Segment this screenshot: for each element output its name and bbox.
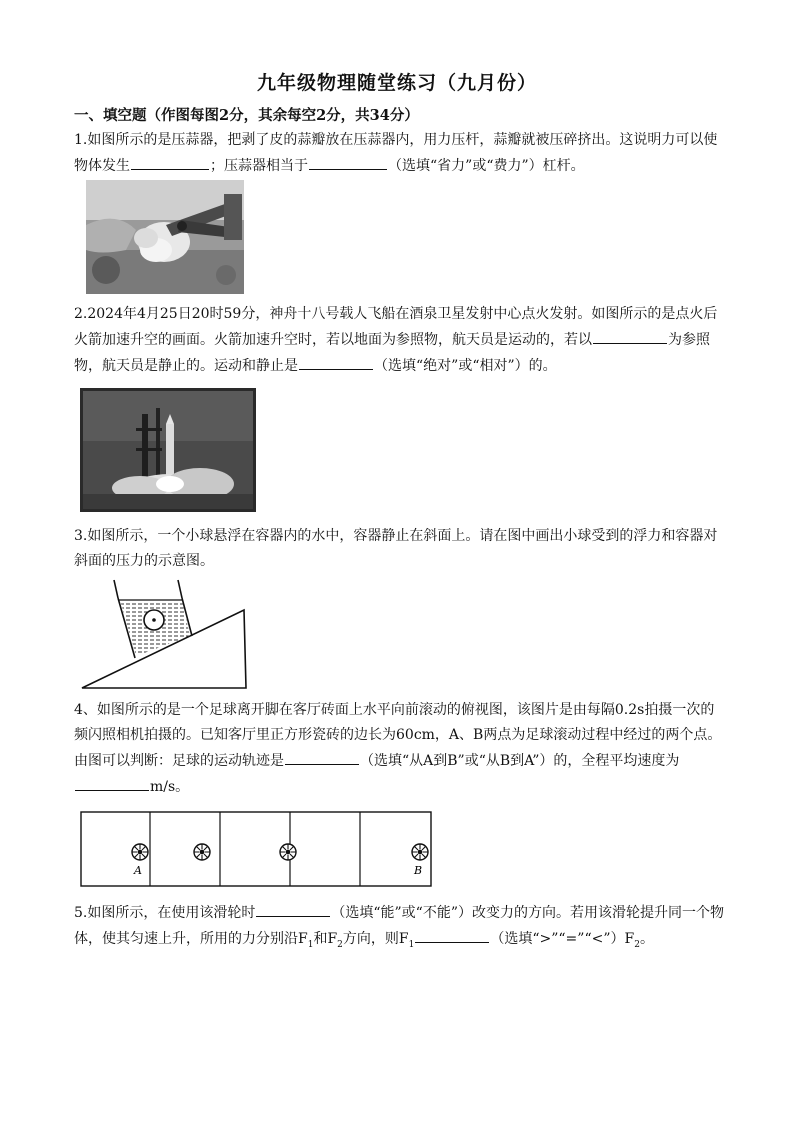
q5-sub-2: 2 — [337, 939, 343, 950]
q4-blank-2[interactable] — [75, 774, 149, 791]
q5-blank-2[interactable] — [415, 926, 489, 943]
q1-text-a: 1.如图所示的是压蒜器，把剥了皮的蒜瓣放在压蒜器内，用力压杆，蒜瓣就被压碎挤出。这说明力可以使物体发生 — [74, 132, 718, 174]
q2-text-b: 为参照物，航天员是静止的。运动和静止是 — [74, 332, 710, 374]
q4-text-a: 4、如图所示的是一个足球离开脚在客厅砖面上水平向前滚动的俯视图，该图片是由每隔0.2s拍摄一次的频闪照相机拍摄的。已知客厅里正方形瓷砖的边长为60cm，A、B两点为足球滚动过程中经过的两个点。由图可以判断：足球的运动轨迹是 — [74, 702, 722, 769]
q3-text-a: 3.如图所示，一个小球悬浮在容器内的水中，容器静止在斜面上。请在图中画出小球受到的浮力和容器对斜面的压力的示意图。 — [74, 528, 718, 569]
q5-text-f: 。 — [639, 931, 654, 947]
q2-blank-2[interactable] — [299, 353, 373, 370]
q1-blank-2[interactable] — [309, 153, 387, 170]
question-3 — [74, 524, 724, 574]
q1-text-b: ；压蒜器相当于 — [210, 158, 308, 174]
q2-text-c: （选填“绝对”或“相对”）的。 — [374, 358, 557, 374]
label-b: B — [414, 864, 423, 877]
q5-sub-4: 2 — [634, 939, 640, 950]
q4-blank-1[interactable] — [285, 748, 359, 765]
q5-sub-1: 1 — [307, 939, 314, 950]
q5-sub-3: 1 — [408, 939, 415, 950]
q2-blank-1[interactable] — [593, 327, 667, 344]
ball-3 — [280, 844, 296, 860]
question-5 — [74, 900, 724, 958]
q2-text-a: 2.2024年4月25日20时59分，神舟十八号载人飞船在酒泉卫星发射中心点火发射。如图所示的是点火后火箭加速升空的画面。火箭加速升空时，若以地面为参照物，航天员是运动的，若以 — [74, 306, 718, 348]
q5-text-d: 方向，则F — [342, 931, 409, 947]
garlic-press-photo — [86, 180, 244, 294]
q5-text-a: 5.如图所示，在使用该滑轮时 — [74, 905, 256, 921]
q1-blank-1[interactable] — [131, 153, 209, 170]
question-1 — [74, 128, 724, 179]
q4-text-b: （选填“从A到B”或“从B到A”）的，全程平均速度为 — [360, 753, 680, 769]
section-heading: 一、填空题（作图每图2分，其余每空2分，共34分） — [74, 107, 419, 124]
q1-text-c: （选填“省力”或“费力”）杠杆。 — [388, 158, 585, 174]
q5-text-b: （选填“能”或“不能”）改变力的方向。若用该滑轮提升同一个物体，使其匀速上升，所用的力分别沿F — [74, 905, 724, 947]
ball-2 — [194, 844, 210, 860]
label-a: A — [134, 864, 142, 877]
page-title: 九年级物理随堂练习（九月份） — [256, 72, 537, 94]
q5-text-e: （选填“>”“=”“<”）F — [490, 931, 635, 947]
rocket-launch-photo — [80, 388, 256, 512]
q4-text-c: m/s。 — [150, 779, 190, 795]
incline-container-diagram — [78, 578, 250, 690]
ball-1 — [132, 844, 148, 860]
ball-4 — [412, 844, 428, 860]
q5-text-c: 和F — [313, 931, 338, 947]
question-4 — [74, 698, 724, 800]
football-tile-diagram — [80, 810, 434, 890]
q5-blank-1[interactable] — [256, 900, 330, 917]
question-2 — [74, 302, 724, 379]
